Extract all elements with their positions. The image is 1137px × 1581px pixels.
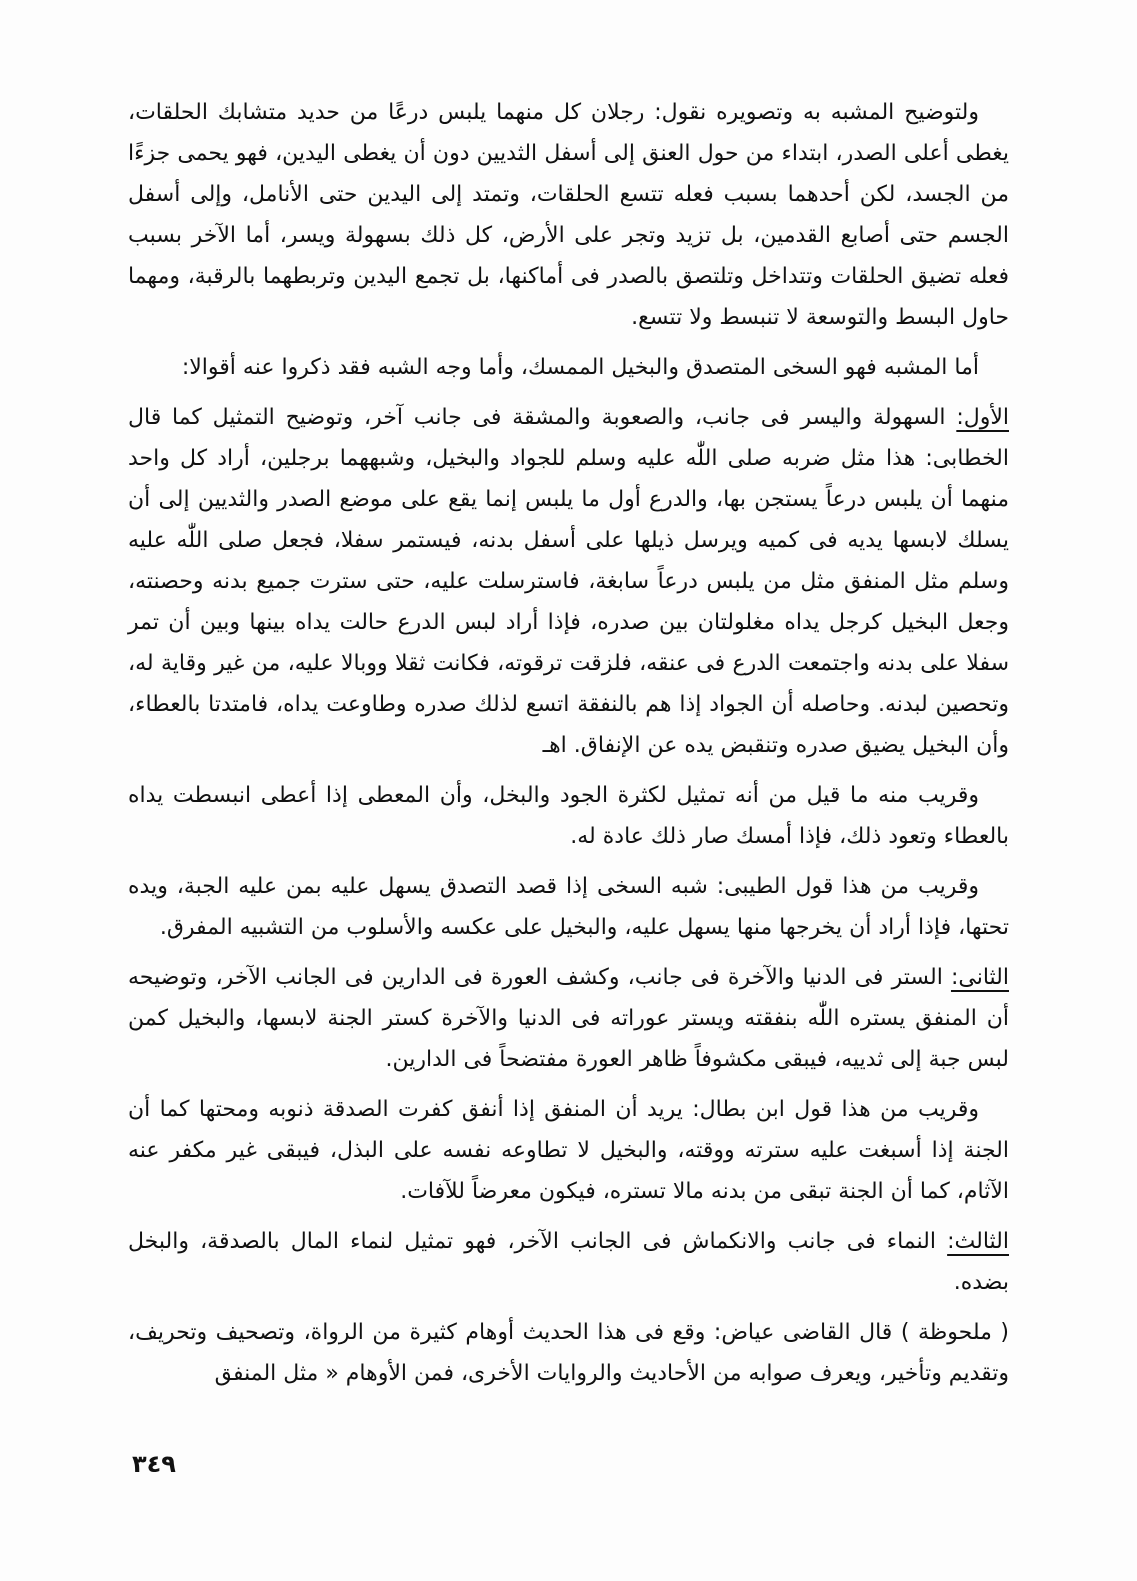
paragraph-first-text: السهولة واليسر فى جانب، والصعوبة والمشقة فى جانب آخر، وتوضيح التمثيل كما قال الخطابى: هذا مثل ضربه صلى اللّٰه عليه وسلم للجواد والبخيل، وشبههما برجلين، أراد كل واحد منهما أن يلبس درعاً يستجن بها، والدرع أول ما يلبس إنما يقع على موضع الصدر والثديين إلى أن يسلك لابسها يديه فى كميه ويرسل ذيلها على أسفل بدنه، فيستمر سفلا، فجعل صلى اللّٰه عليه وسلم مثل المنفق مثل من يلبس درعاً سابغة، فاسترسلت عليه، حتى سترت جميع بدنه وحصنته، وجعل البخيل كرجل يداه مغلولتان بين صدره، فإذا أراد لبس الدرع حالت يداه بينها وبين أن تمر سفلا على بدنه واجتمعت الدرع فى عنقه، فلزقت ترقوته، فكانت ثقلا ووبالا عليه، من غير وقاية له، وتحصين لبدنه. وحاصله أن الجواد إذا هم بالنفقة اتسع لذلك صدره وطاوعت يداه، فامتدتا بالعطاء، وأن البخيل يضيق صدره وتنقبض يده عن الإنفاق. اهـ xyxy=(128,405,1009,758)
paragraph-compared-subject: أما المشبه فهو السخى المتصدق والبخيل الممسك، وأما وجه الشبه فقد ذكروا عنه أقوالا: xyxy=(181,355,979,380)
paragraph-illustration: ولتوضيح المشبه به وتصويره نقول: رجلان كل منهما يلبس درعًا من حديد متشابك الحلقات، يغطى أعلى الصدر، ابتداء من حول العنق إلى أسفل الثديين دون أن يغطى اليدين، فهو يحمى جزءًا من الجسد، لكن أحدهما بسبب فعله تتسع الحلقات، وتمتد إلى اليدين حتى الأنامل، وإلى أسفل الجسم حتى أصابع القدمين، بل تزيد وتجر على الأرض، كل ذلك بسهولة ويسر، أما الآخر بسبب فعله تضيق الحلقات وتتداخل وتلتصق بالصدر فى أماكنها، بل تجمع اليدين وتربطهما بالرقبة، ومهما حاول البسط والتوسعة لا تنبسط ولا تتسع. xyxy=(128,100,1009,330)
heading-second: الثانى: xyxy=(950,965,1009,990)
paragraph-tibi-opinion: وقريب من هذا قول الطيبى: شبه السخى إذا قصد التصدق يسهل عليه بمن عليه الجبة، ويده تحتها، فإذا أراد أن يخرجها منها يسهل عليه، والبخيل على عكسه والأسلوب من التشبيه المفرق. xyxy=(128,874,1009,940)
paragraph-third-text: النماء فى جانب والانكماش فى الجانب الآخر، فهو تمثيل لنماء المال بالصدقة، والبخل بضده. xyxy=(128,1229,1009,1295)
paragraph-second-text: الستر فى الدنيا والآخرة فى جانب، وكشف العورة فى الدارين فى الجانب الآخر، وتوضيحه أن المنفق يستره اللّٰه بنفقته ويستر عوراته فى الدنيا والآخرة كستر الجنة لابسها، والبخيل كمن لبس جبة إلى ثدييه، فيبقى مكشوفاً ظاهر العورة مفتضحاً فى الدارين. xyxy=(128,965,1009,1072)
paragraph-ibn-battal-opinion: وقريب من هذا قول ابن بطال: يريد أن المنفق إذا أنفق كفرت الصدقة ذنوبه ومحتها كما أن الجنة إذا أسبغت عليه سترته ووقته، والبخيل لا تطاوعه نفسه على البذل، فيبقى غير مكفر عنه الآثام، كما أن الجنة تبقى من بدنه مالا تستره، فيكون معرضاً للآفات. xyxy=(128,1097,1009,1204)
paragraph-close-opinion: وقريب منه ما قيل من أنه تمثيل لكثرة الجود والبخل، وأن المعطى إذا أعطى انبسطت يداه بالعطاء وتعود ذلك، فإذا أمسك صار ذلك عادة له. xyxy=(128,783,1009,849)
page-number: ٣٤٩ xyxy=(132,1450,176,1478)
paragraph-first-opinion xyxy=(128,397,1009,766)
heading-third: الثالث: xyxy=(947,1229,1009,1254)
paragraph-note: ( ملحوظة ) قال القاضى عياض: وقع فى هذا الحديث أوهام كثيرة من الرواة، وتصحيف وتحريف، وتقديم وتأخير، ويعرف صوابه من الأحاديث والروايات الأخرى، فمن الأوهام « مثل المنفق xyxy=(128,1320,1009,1386)
heading-first: الأول: xyxy=(956,405,1009,430)
paragraph-second-opinion xyxy=(128,957,1009,1080)
paragraph-third-opinion xyxy=(128,1221,1009,1303)
body-text xyxy=(128,92,1009,1398)
